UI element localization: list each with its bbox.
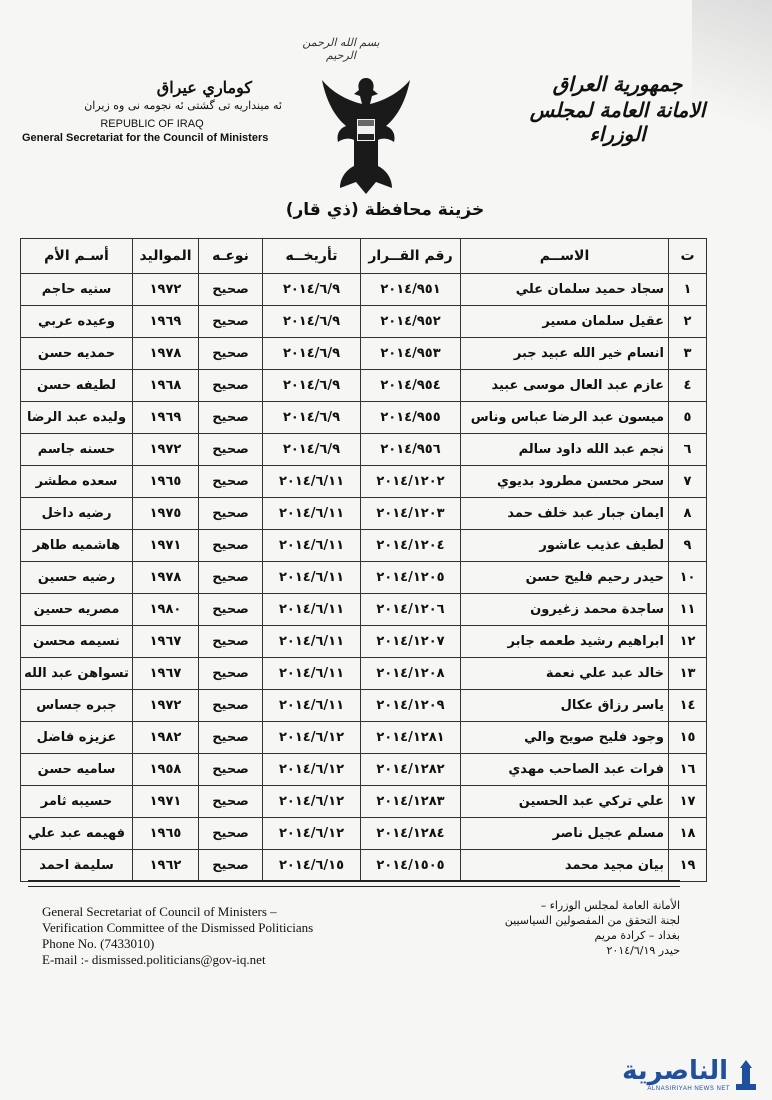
cell-date: ٢٠١٤/٦/٩ [263, 338, 361, 370]
header-mother: أسـم الأم [21, 239, 133, 274]
cell-born: ١٩٦٥ [133, 466, 199, 498]
cell-date: ٢٠١٤/٦/١١ [263, 658, 361, 690]
cell-mother: نسيمه محسن [21, 626, 133, 658]
cell-num: ٣ [669, 338, 707, 370]
table-row [21, 850, 707, 882]
table-row [21, 626, 707, 658]
header-num: ت [669, 239, 707, 274]
arabic-country-name: جمهورية العراق [552, 72, 683, 96]
footer-ar-line-2: لجنة التحقق من المفصولين السياسيين [504, 914, 680, 927]
cell-date: ٢٠١٤/٦/٩ [263, 402, 361, 434]
cell-mother: وعيده عربي [21, 306, 133, 338]
cell-born: ١٩٦٧ [133, 658, 199, 690]
cell-date: ٢٠١٤/٦/٩ [263, 274, 361, 306]
cell-name: فرات عبد الصاحب مهدي [461, 754, 669, 786]
cell-born: ١٩٦٩ [133, 306, 199, 338]
table-row [21, 498, 707, 530]
cell-mother: مصريه حسين [21, 594, 133, 626]
footer-en-line-2: Verification Committee of the Dismissed Politicians [42, 920, 314, 935]
cell-mother: عزيزه فاضل [21, 722, 133, 754]
cell-type: صحيح [199, 274, 263, 306]
table-row [21, 402, 707, 434]
cell-name: عازم عبد العال موسى عبيد [461, 370, 669, 402]
cell-type: صحيح [199, 562, 263, 594]
cell-born: ١٩٧٢ [133, 274, 199, 306]
cell-decision: ٢٠١٤/١٢٨١ [361, 722, 461, 754]
cell-date: ٢٠١٤/٦/١٢ [263, 754, 361, 786]
cell-date: ٢٠١٤/٦/١١ [263, 530, 361, 562]
cell-decision: ٢٠١٤/١٢٨٣ [361, 786, 461, 818]
cell-name: لطيف عذيب عاشور [461, 530, 669, 562]
cell-mother: حسنه جاسم [21, 434, 133, 466]
cell-born: ١٩٦٥ [133, 818, 199, 850]
cell-decision: ٢٠١٤/١٢٠٨ [361, 658, 461, 690]
cell-num: ١٧ [669, 786, 707, 818]
cell-date: ٢٠١٤/٦/١١ [263, 626, 361, 658]
kurdish-secretariat-name: ئه مینداريه تى گشتى ئه نجومه نى وه زيران [84, 99, 282, 112]
header-born: المواليد [133, 239, 199, 274]
cell-mother: حسيبه ثامر [21, 786, 133, 818]
cell-type: صحيح [199, 306, 263, 338]
footer-en-line-1: General Secretariat of Council of Ministers – [42, 904, 277, 919]
cell-born: ١٩٧١ [133, 530, 199, 562]
cell-type: صحيح [199, 338, 263, 370]
cell-name: وجود فليح صويح والي [461, 722, 669, 754]
kurdish-country-name: كوماري عيراق [156, 78, 252, 97]
table-row [21, 818, 707, 850]
cell-mother: سعده مطشر [21, 466, 133, 498]
cell-name: ياسر رزاق عكال [461, 690, 669, 722]
table-row [21, 370, 707, 402]
cell-born: ١٩٨٠ [133, 594, 199, 626]
footer-divider-thin [28, 886, 680, 887]
cell-mother: سليمة احمد [21, 850, 133, 882]
cell-date: ٢٠١٤/٦/١١ [263, 562, 361, 594]
cell-mother: رضيه حسين [21, 562, 133, 594]
cell-born: ١٩٧٨ [133, 338, 199, 370]
cell-decision: ٢٠١٤/١٢٠٢ [361, 466, 461, 498]
cell-date: ٢٠١٤/٦/١٢ [263, 786, 361, 818]
header-decision: رقم القــرار [361, 239, 461, 274]
cell-name: ايمان جبار عبد خلف حمد [461, 498, 669, 530]
cell-mother: هاشميه طاهر [21, 530, 133, 562]
cell-name: خالد عبد علي نعمة [461, 658, 669, 690]
cell-type: صحيح [199, 466, 263, 498]
table-row [21, 466, 707, 498]
footer-arabic [440, 898, 680, 958]
cell-num: ٩ [669, 530, 707, 562]
cell-type: صحيح [199, 370, 263, 402]
cell-mother: وليده عبد الرضا [21, 402, 133, 434]
table-row [21, 690, 707, 722]
document-title: خزينة محافظة (ذي قار) [285, 200, 485, 220]
cell-num: ١٣ [669, 658, 707, 690]
cell-num: ٥ [669, 402, 707, 434]
cell-name: عقيل سلمان مسير [461, 306, 669, 338]
cell-num: ١٤ [669, 690, 707, 722]
footer-ar-line-3: بغداد – كرادة مريم [594, 929, 680, 942]
cell-mother: لطيفه حسن [21, 370, 133, 402]
table-header-row [21, 239, 707, 274]
cell-name: ميسون عبد الرضا عباس وناس [461, 402, 669, 434]
cell-decision: ٢٠١٤/٩٥١ [361, 274, 461, 306]
cell-decision: ٢٠١٤/١٢٠٦ [361, 594, 461, 626]
cell-born: ١٩٦٩ [133, 402, 199, 434]
table-row [21, 594, 707, 626]
cell-decision: ٢٠١٤/١٢٠٣ [361, 498, 461, 530]
cell-born: ١٩٧١ [133, 786, 199, 818]
cell-born: ١٩٦٢ [133, 850, 199, 882]
cell-name: بيان مجيد محمد [461, 850, 669, 882]
cell-mother: جبره جساس [21, 690, 133, 722]
cell-num: ٢ [669, 306, 707, 338]
cell-date: ٢٠١٤/٦/١١ [263, 594, 361, 626]
cell-num: ١ [669, 274, 707, 306]
cell-decision: ٢٠١٤/١٢٠٤ [361, 530, 461, 562]
footer-ar-line-4: حيدر ٢٠١٤/٦/١٩ [606, 944, 680, 957]
cell-date: ٢٠١٤/٦/١١ [263, 498, 361, 530]
cell-born: ١٩٧٢ [133, 434, 199, 466]
cell-date: ٢٠١٤/٦/٩ [263, 306, 361, 338]
cell-type: صحيح [199, 658, 263, 690]
arabic-secretariat-name: الامانة العامة لمجلس الوزراء [529, 98, 706, 146]
cell-num: ١٦ [669, 754, 707, 786]
cell-num: ١٠ [669, 562, 707, 594]
cell-date: ٢٠١٤/٦/١٢ [263, 818, 361, 850]
cell-type: صحيح [199, 722, 263, 754]
cell-mother: فهيمه عبد علي [21, 818, 133, 850]
table-row [21, 658, 707, 690]
cell-type: صحيح [199, 594, 263, 626]
cell-name: انسام خير الله عبيد جبر [461, 338, 669, 370]
eagle-emblem-icon [316, 70, 416, 200]
table-row [21, 338, 707, 370]
table-row [21, 306, 707, 338]
cell-num: ٨ [669, 498, 707, 530]
cell-born: ١٩٦٧ [133, 626, 199, 658]
footer-en-line-4: E-mail :- dismissed.politicians@gov-iq.net [42, 952, 266, 967]
cell-num: ٦ [669, 434, 707, 466]
cell-num: ١١ [669, 594, 707, 626]
footer-english [42, 904, 402, 968]
cell-decision: ٢٠١٤/٩٥٦ [361, 434, 461, 466]
cell-born: ١٩٧٥ [133, 498, 199, 530]
cell-type: صحيح [199, 626, 263, 658]
cell-type: صحيح [199, 786, 263, 818]
cell-born: ١٩٥٨ [133, 754, 199, 786]
watermark-sub: ALNASIRIYAH NEWS NET [647, 1086, 730, 1092]
footer-ar-line-1: الأمانة العامة لمجلس الوزراء – [540, 899, 680, 912]
cell-type: صحيح [199, 850, 263, 882]
cell-decision: ٢٠١٤/١٥٠٥ [361, 850, 461, 882]
cell-num: ٧ [669, 466, 707, 498]
cell-mother: حمديه حسن [21, 338, 133, 370]
cell-decision: ٢٠١٤/١٢٠٩ [361, 690, 461, 722]
cell-name: حيدر رحيم فليح حسن [461, 562, 669, 594]
english-country-name: REPUBLIC OF IRAQ [100, 118, 204, 130]
watermark-word: الناصرية [622, 1056, 728, 1086]
cell-type: صحيح [199, 402, 263, 434]
cell-born: ١٩٧٢ [133, 690, 199, 722]
cell-born: ١٩٦٨ [133, 370, 199, 402]
table-row [21, 722, 707, 754]
cell-name: مسلم عجيل ناصر [461, 818, 669, 850]
table-row [21, 274, 707, 306]
cell-date: ٢٠١٤/٦/١٢ [263, 722, 361, 754]
cell-decision: ٢٠١٤/٩٥٣ [361, 338, 461, 370]
cell-num: ١٢ [669, 626, 707, 658]
basmala: بسم الله الرحمن الرحيم [302, 36, 380, 62]
cell-mother: سنيه حاجم [21, 274, 133, 306]
cell-mother: رضيه داخل [21, 498, 133, 530]
letterhead-left [22, 78, 282, 144]
cell-decision: ٢٠١٤/٩٥٥ [361, 402, 461, 434]
table-row [21, 786, 707, 818]
cell-type: صحيح [199, 434, 263, 466]
cell-mother: تسواهن عبد الله [21, 658, 133, 690]
cell-decision: ٢٠١٤/٩٥٢ [361, 306, 461, 338]
table-body [21, 274, 707, 882]
cell-name: سحر محسن مطرود بديوي [461, 466, 669, 498]
table-row [21, 530, 707, 562]
cell-type: صحيح [199, 690, 263, 722]
tower-icon [732, 1060, 760, 1092]
header-type: نوعـه [199, 239, 263, 274]
footer-divider [28, 880, 680, 882]
cell-type: صحيح [199, 818, 263, 850]
cell-date: ٢٠١٤/٦/١٥ [263, 850, 361, 882]
table-row [21, 434, 707, 466]
cell-type: صحيح [199, 530, 263, 562]
cell-born: ١٩٧٨ [133, 562, 199, 594]
cell-date: ٢٠١٤/٦/١١ [263, 466, 361, 498]
cell-name: نجم عبد الله داود سالم [461, 434, 669, 466]
cell-name: ساجدة محمد زغيرون [461, 594, 669, 626]
names-table [20, 238, 707, 882]
cell-num: ١٨ [669, 818, 707, 850]
cell-date: ٢٠١٤/٦/١١ [263, 690, 361, 722]
cell-type: صحيح [199, 754, 263, 786]
cell-num: ٤ [669, 370, 707, 402]
english-secretariat-name: General Secretariat for the Council of Ministers [22, 132, 269, 144]
letterhead-right [505, 72, 730, 146]
cell-born: ١٩٨٢ [133, 722, 199, 754]
cell-decision: ٢٠١٤/١٢٨٢ [361, 754, 461, 786]
cell-type: صحيح [199, 498, 263, 530]
cell-num: ١٥ [669, 722, 707, 754]
footer-en-line-3: Phone No. (7433010) [42, 936, 155, 951]
cell-name: سجاد حميد سلمان علي [461, 274, 669, 306]
cell-date: ٢٠١٤/٦/٩ [263, 434, 361, 466]
table-row [21, 754, 707, 786]
cell-decision: ٢٠١٤/١٢٠٧ [361, 626, 461, 658]
table-row [21, 562, 707, 594]
watermark-logo [612, 1056, 764, 1096]
cell-mother: ساميه حسن [21, 754, 133, 786]
header-name: الاســم [461, 239, 669, 274]
header-date: تأريخــه [263, 239, 361, 274]
cell-date: ٢٠١٤/٦/٩ [263, 370, 361, 402]
cell-decision: ٢٠١٤/٩٥٤ [361, 370, 461, 402]
cell-name: علي تركي عبد الحسين [461, 786, 669, 818]
cell-name: ابراهيم رشيد طعمه جابر [461, 626, 669, 658]
cell-num: ١٩ [669, 850, 707, 882]
cell-decision: ٢٠١٤/١٢٨٤ [361, 818, 461, 850]
cell-decision: ٢٠١٤/١٢٠٥ [361, 562, 461, 594]
